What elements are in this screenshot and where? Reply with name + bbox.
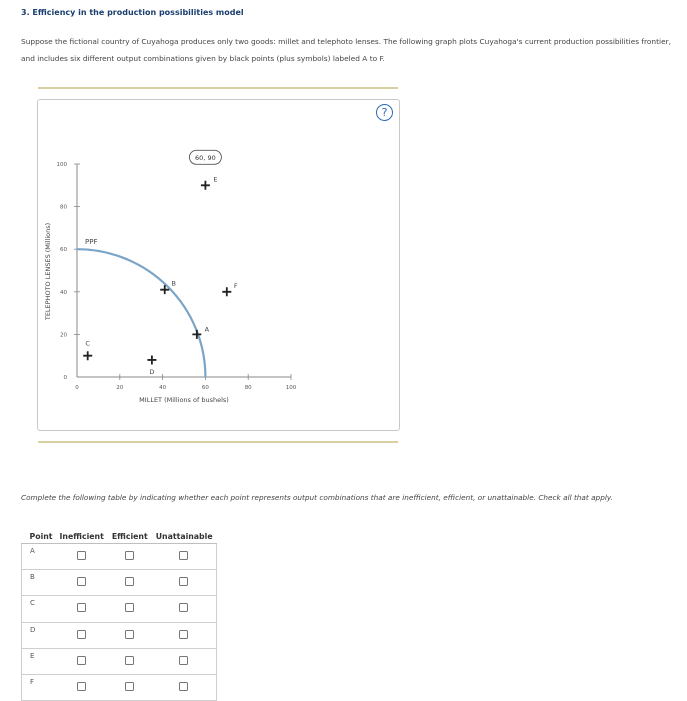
checkbox-cell — [108, 596, 152, 622]
checkbox-c-inefficient[interactable] — [77, 603, 86, 612]
checkbox-a-efficient[interactable] — [125, 551, 134, 560]
checkbox-cell — [56, 648, 108, 674]
checkbox-cell — [56, 596, 108, 622]
y-axis-label: TELEPHOTO LENSES (Millions) — [44, 222, 52, 321]
point-cell: D — [22, 622, 56, 648]
help-icon[interactable]: ? — [376, 104, 393, 121]
checkbox-b-unattainable[interactable] — [179, 577, 188, 586]
x-tick-label-0: 0 — [75, 385, 79, 391]
checkbox-cell — [152, 648, 217, 674]
checkbox-f-inefficient[interactable] — [77, 682, 86, 691]
point-e-marker — [201, 181, 210, 190]
table-row — [22, 544, 217, 570]
y-tick-label-20: 20 — [60, 332, 67, 339]
column-header-inefficient: Inefficient — [56, 529, 108, 544]
checkbox-cell — [152, 674, 217, 700]
x-tick-label-80: 80 — [244, 385, 252, 391]
y-tick-label-100: 100 — [56, 162, 67, 168]
checkbox-f-unattainable[interactable] — [179, 682, 188, 691]
checkbox-d-unattainable[interactable] — [179, 630, 188, 639]
column-header-efficient: Efficient — [108, 529, 152, 544]
checkbox-cell — [152, 596, 217, 622]
checkbox-cell — [152, 570, 217, 596]
point-cell: B — [22, 570, 56, 596]
x-tick-label-100: 100 — [285, 385, 297, 391]
table-row — [22, 596, 217, 622]
checkbox-d-inefficient[interactable] — [77, 630, 86, 639]
checkbox-cell — [56, 622, 108, 648]
table-row — [22, 570, 217, 596]
table-row — [22, 648, 217, 674]
checkbox-a-unattainable[interactable] — [179, 551, 188, 560]
checkbox-cell — [108, 648, 152, 674]
column-header-point: Point — [22, 529, 56, 544]
table-instruction: Complete the following table by indicating whether each point represents output combinations that are inefficient, efficient, or unattainable. Check all that apply. — [21, 493, 613, 502]
point-f-label: F — [233, 281, 238, 290]
x-tick-label-60: 60 — [201, 385, 209, 391]
divider-bottom — [38, 441, 398, 443]
checkbox-cell — [108, 674, 152, 700]
point-b-label: B — [171, 279, 176, 288]
x-tick-label-20: 20 — [116, 385, 124, 391]
checkbox-b-inefficient[interactable] — [77, 577, 86, 586]
checkbox-cell — [56, 544, 108, 570]
point-cell: C — [22, 596, 56, 622]
checkbox-e-inefficient[interactable] — [77, 656, 86, 665]
checkbox-cell — [108, 570, 152, 596]
checkbox-e-efficient[interactable] — [125, 656, 134, 665]
classification-table — [21, 529, 217, 701]
checkbox-b-efficient[interactable] — [125, 577, 134, 586]
point-d-marker — [147, 355, 156, 364]
y-tick-label-40: 40 — [60, 289, 67, 296]
point-c-marker — [83, 351, 92, 360]
point-cell: F — [22, 674, 56, 700]
checkbox-f-efficient[interactable] — [125, 682, 134, 691]
checkbox-cell — [56, 674, 108, 700]
question-title: 3. Efficiency in the production possibilities model — [21, 8, 244, 17]
point-c-label: C — [85, 339, 90, 348]
checkbox-cell — [56, 570, 108, 596]
point-e-label: E — [213, 175, 218, 184]
checkbox-c-unattainable[interactable] — [179, 603, 188, 612]
y-tick-label-0: 0 — [63, 375, 67, 381]
checkbox-cell — [108, 622, 152, 648]
checkbox-cell — [152, 622, 217, 648]
checkbox-cell — [152, 544, 217, 570]
ppf-curve — [77, 249, 205, 377]
point-d-label: D — [149, 367, 155, 376]
ppf-label: PPF — [85, 238, 98, 247]
x-tick-label-40: 40 — [159, 385, 167, 391]
x-axis-label: MILLET (Millions of bushels) — [139, 396, 229, 404]
tooltip-text: 60, 90 — [195, 153, 216, 162]
y-tick-label-60: 60 — [60, 247, 67, 254]
column-header-unattainable: Unattainable — [152, 529, 217, 544]
checkbox-cell — [108, 544, 152, 570]
point-cell: E — [22, 648, 56, 674]
table-row — [22, 674, 217, 700]
point-a-label: A — [204, 325, 210, 334]
table-row — [22, 622, 217, 648]
checkbox-a-inefficient[interactable] — [77, 551, 86, 560]
checkbox-d-efficient[interactable] — [125, 630, 134, 639]
question-intro: Suppose the fictional country of Cuyahoga produces only two goods: millet and telephoto lenses. The following graph plots Cuyahoga's current production possibilities frontier, and includes six different output combinations given by black points (plus symbols) labeled A to F. — [21, 37, 672, 63]
point-cell: A — [22, 544, 56, 570]
checkbox-c-efficient[interactable] — [125, 603, 134, 612]
checkbox-e-unattainable[interactable] — [179, 656, 188, 665]
point-f-marker — [222, 287, 231, 296]
y-tick-label-80: 80 — [60, 204, 67, 211]
